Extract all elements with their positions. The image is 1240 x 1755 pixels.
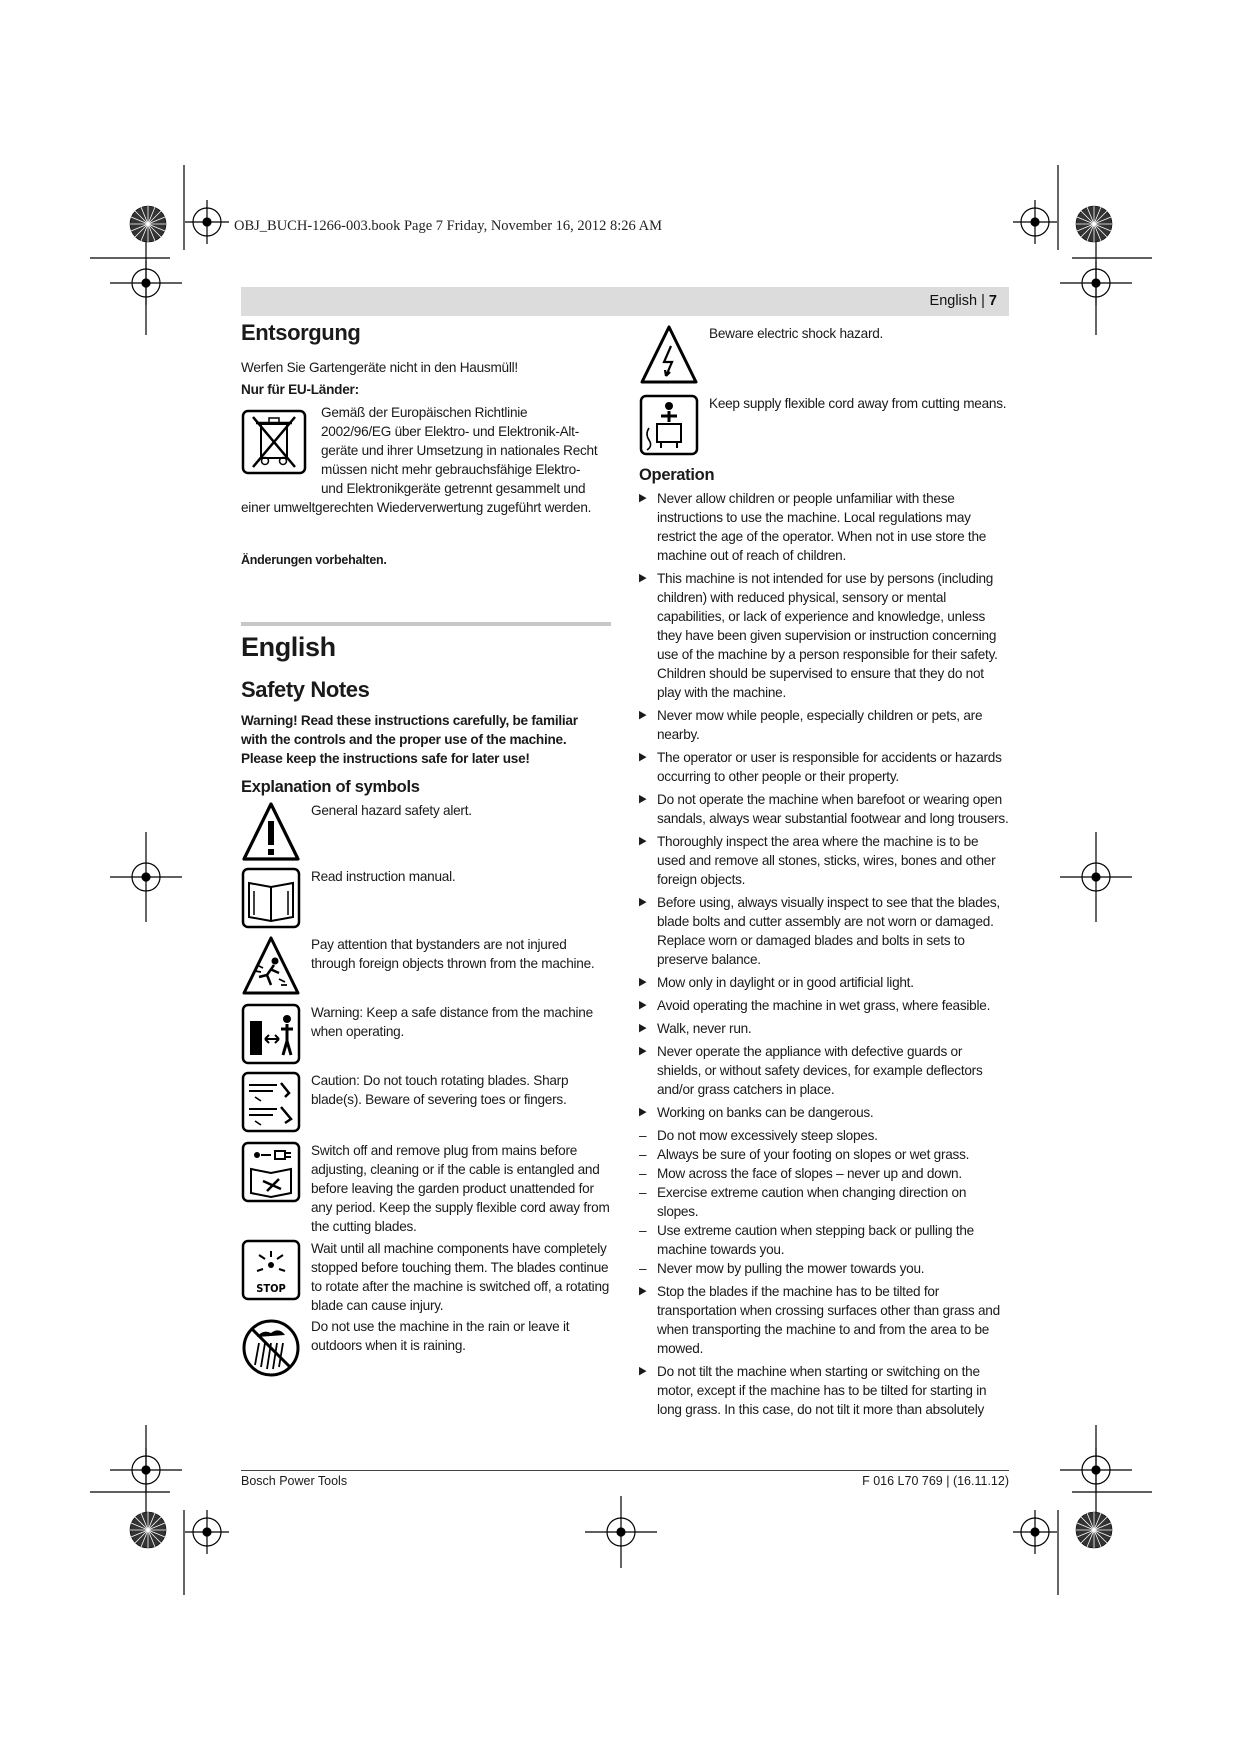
bullet-list-item [639, 706, 1009, 744]
dash-marker: – [639, 1185, 647, 1200]
list-item-text: Do not operate the machine when barefoot or wearing open sandals, always wear substantial footwear and long trousers. [657, 792, 1009, 826]
list-item-text: Walk, never run. [657, 1021, 752, 1036]
list-item-text: Before using, always visually inspect to see that the blades, blade bolts and cutter assembly are not worn or damaged. Replace worn or damaged blades and bolts in sets to preserve balance. [657, 895, 1000, 967]
cord-away-icon [639, 394, 699, 456]
bullet-list-item [639, 748, 1009, 786]
entsorgung-title: Entsorgung [241, 320, 361, 345]
list-item-text: Never operate the appliance with defective guards or shields, or without safety devices, for example deflectors and/or grass catchers in place. [657, 1044, 983, 1097]
bullet-list-item [639, 832, 1009, 889]
rotating-blades-icon [241, 1071, 301, 1133]
list-item-text: Always be sure of your footing on slopes or wet grass. [657, 1147, 970, 1162]
symbol-text: Switch off and remove plug from mains before adjusting, cleaning or if the cable is entangled and before leaving the garden product unattended for any period. Keep the supply flexible cord away from the cutting blades. [311, 1143, 610, 1234]
safe-distance-icon [241, 1003, 301, 1065]
eu-heading: Nur für EU-Länder: [241, 382, 359, 397]
bullet-list-item [639, 790, 1009, 828]
entsorgung-text: Werfen Sie Gartengeräte nicht in den Hausmüll! [241, 360, 518, 375]
weee-block [241, 403, 611, 517]
dash-marker: – [639, 1147, 647, 1162]
list-item-text: Never allow children or people unfamiliar with these instructions to use the machine. Local regulations may restrict the age of the operator. When not in use store the machine out of reach of children. [657, 491, 987, 563]
bullet-marker: ▶ [639, 492, 647, 504]
bullet-marker: ▶ [639, 835, 647, 847]
symbol-text: Read instruction manual. [311, 869, 456, 884]
safety-notes-title: Safety Notes [241, 677, 370, 702]
symbol-row [639, 324, 1009, 394]
symbol-text: Beware electric shock hazard. [709, 326, 884, 341]
symbol-text: Pay attention that bystanders are not injured through foreign objects thrown from the machine. [311, 937, 595, 971]
dash-marker: – [639, 1128, 647, 1143]
bullet-marker: ▶ [639, 1045, 647, 1057]
unplug-icon [241, 1141, 301, 1203]
stop-wait-icon [241, 1239, 301, 1301]
weee-bin-icon [241, 409, 307, 475]
bullet-marker: ▶ [639, 793, 647, 805]
list-item-text: Never mow by pulling the mower towards you. [657, 1261, 925, 1276]
symbol-row [241, 1317, 611, 1383]
dash-marker: – [639, 1223, 647, 1238]
bullet-marker: ▶ [639, 709, 647, 721]
symbols-title: Explanation of symbols [241, 778, 420, 796]
header-label [930, 293, 997, 309]
bullet-marker: ▶ [639, 1022, 647, 1034]
bullet-list-item [639, 893, 1009, 969]
symbol-row [241, 1003, 611, 1071]
eu-line-5: und Elektronikgeräte getrennt gesammelt und [321, 481, 586, 496]
symbol-text: General hazard safety alert. [311, 803, 472, 818]
bullet-list-item [639, 489, 1009, 565]
dash-list-item [639, 1145, 1009, 1164]
instruction-manual-icon [241, 867, 301, 929]
symbol-text: Do not use the machine in the rain or leave it outdoors when it is raining. [311, 1319, 570, 1353]
header-section: English | [929, 293, 989, 309]
list-item-text: Avoid operating the machine in wet grass, where feasible. [657, 998, 991, 1013]
symbol-row [241, 935, 611, 1003]
dash-list-item [639, 1221, 1009, 1259]
list-item-text: The operator or user is responsible for accidents or hazards occurring to other people or their property. [657, 750, 1002, 784]
print-slug: OBJ_BUCH-1266-003.book Page 7 Friday, November 16, 2012 8:26 AM [234, 218, 662, 234]
bullet-list-item [639, 569, 1009, 702]
bullet-marker: ▶ [639, 1285, 647, 1297]
no-rain-icon [241, 1317, 301, 1379]
eu-line-2: 2002/96/EG über Elektro- und Elektronik-Alt- [321, 424, 579, 439]
bullet-list-item [639, 1019, 1009, 1038]
thrown-objects-icon [241, 935, 301, 997]
list-item-text: Do not tilt the machine when starting or switching on the motor, except if the machine has to be tilted for starting in long grass. In this case, do not tilt it more than absolutely [657, 1364, 987, 1417]
bullet-list-item [639, 996, 1009, 1015]
symbol-row [241, 801, 611, 867]
symbol-row [241, 1141, 611, 1239]
operation-title: Operation [639, 466, 715, 484]
list-item-text: Never mow while people, especially children or pets, are nearby. [657, 708, 983, 742]
list-item-text: Use extreme caution when stepping back or pulling the machine towards you. [657, 1223, 974, 1257]
eu-line-6: einer umweltgerechten Wiederverwertung zugeführt werden. [241, 500, 592, 515]
symbol-text: Warning: Keep a safe distance from the machine when operating. [311, 1005, 593, 1039]
hazard-triangle-icon [241, 801, 301, 863]
list-item-text: Thoroughly inspect the area where the machine is to be used and remove all stones, sticks, wires, bones and other foreign objects. [657, 834, 996, 887]
symbol-text: Caution: Do not touch rotating blades. Sharp blade(s). Beware of severing toes or fingers. [311, 1073, 569, 1107]
bullet-marker: ▶ [639, 751, 647, 763]
list-item-text: Working on banks can be dangerous. [657, 1105, 874, 1120]
dash-list-item [639, 1259, 1009, 1278]
footer-rule [241, 1470, 1009, 1471]
running-header [241, 287, 1009, 316]
list-item-text: Mow only in daylight or in good artificial light. [657, 975, 914, 990]
symbol-row [241, 1071, 611, 1141]
changes-note: Änderungen vorbehalten. [241, 553, 387, 567]
bullet-list-item [639, 973, 1009, 992]
list-item-text: Mow across the face of slopes – never up and down. [657, 1166, 962, 1181]
operation-list [639, 489, 1009, 1419]
list-item-text: Stop the blades if the machine has to be tilted for transportation when crossing surfaces other than grass and when transporting the machine to and from the area to be mowed. [657, 1284, 1000, 1356]
symbol-text: Wait until all machine components have completely stopped before touching them. The blades continue to rotate after the machine is switched off, a rotating blade can cause injury. [311, 1241, 610, 1313]
warning-line-3: Please keep the instructions safe for later use! [241, 751, 530, 766]
dash-list-item [639, 1126, 1009, 1145]
symbol-row [241, 867, 611, 935]
eu-line-3: geräte und ihrer Umsetzung in nationales Recht [321, 443, 598, 458]
bullet-marker: ▶ [639, 572, 647, 584]
symbol-row [639, 394, 1009, 462]
symbol-row [241, 1239, 611, 1317]
list-item-text: This machine is not intended for use by persons (including children) with reduced physical, sensory or mental capabilities, or lack of experience and knowledge, unless they have been given supervision or instruction concerning use of the machine by a person responsible for their safety. Children should be supervised to ensure that they do not play with the machine. [657, 571, 998, 700]
bullet-marker: ▶ [639, 1365, 647, 1377]
bullet-list-item [639, 1362, 1009, 1419]
symbol-text: Keep supply flexible cord away from cutting means. [709, 396, 1007, 411]
eu-line-4: müssen nicht mehr gebrauchsfähige Elektro- [321, 462, 581, 477]
warning-line-2: with the controls and the proper use of the machine. [241, 732, 567, 747]
right-column [639, 320, 1009, 1423]
dash-marker: – [639, 1261, 647, 1276]
list-item-text: Do not mow excessively steep slopes. [657, 1128, 878, 1143]
eu-line-1: Gemäß der Europäischen Richtlinie [321, 405, 528, 420]
bullet-marker: ▶ [639, 999, 647, 1011]
bullet-list-item [639, 1282, 1009, 1358]
page-number: 7 [988, 293, 997, 309]
dash-list-item [639, 1164, 1009, 1183]
electric-shock-icon [639, 324, 699, 386]
bullet-list-item [639, 1042, 1009, 1099]
dash-marker: – [639, 1166, 647, 1181]
warning-line-1: Warning! Read these instructions carefully, be familiar [241, 713, 578, 728]
bullet-marker: ▶ [639, 1106, 647, 1118]
dash-list-item [639, 1183, 1009, 1221]
footer-doc-number: F 016 L70 769 | (16.11.12) [862, 1474, 1009, 1488]
language-title: English [241, 632, 336, 662]
bullet-list-item [639, 1103, 1009, 1122]
list-item-text: Exercise extreme caution when changing direction on slopes. [657, 1185, 967, 1219]
bullet-marker: ▶ [639, 976, 647, 988]
left-column [241, 320, 611, 1383]
footer-brand: Bosch Power Tools [241, 1474, 348, 1488]
bullet-marker: ▶ [639, 896, 647, 908]
svg-text:STOP: STOP [256, 1282, 286, 1295]
